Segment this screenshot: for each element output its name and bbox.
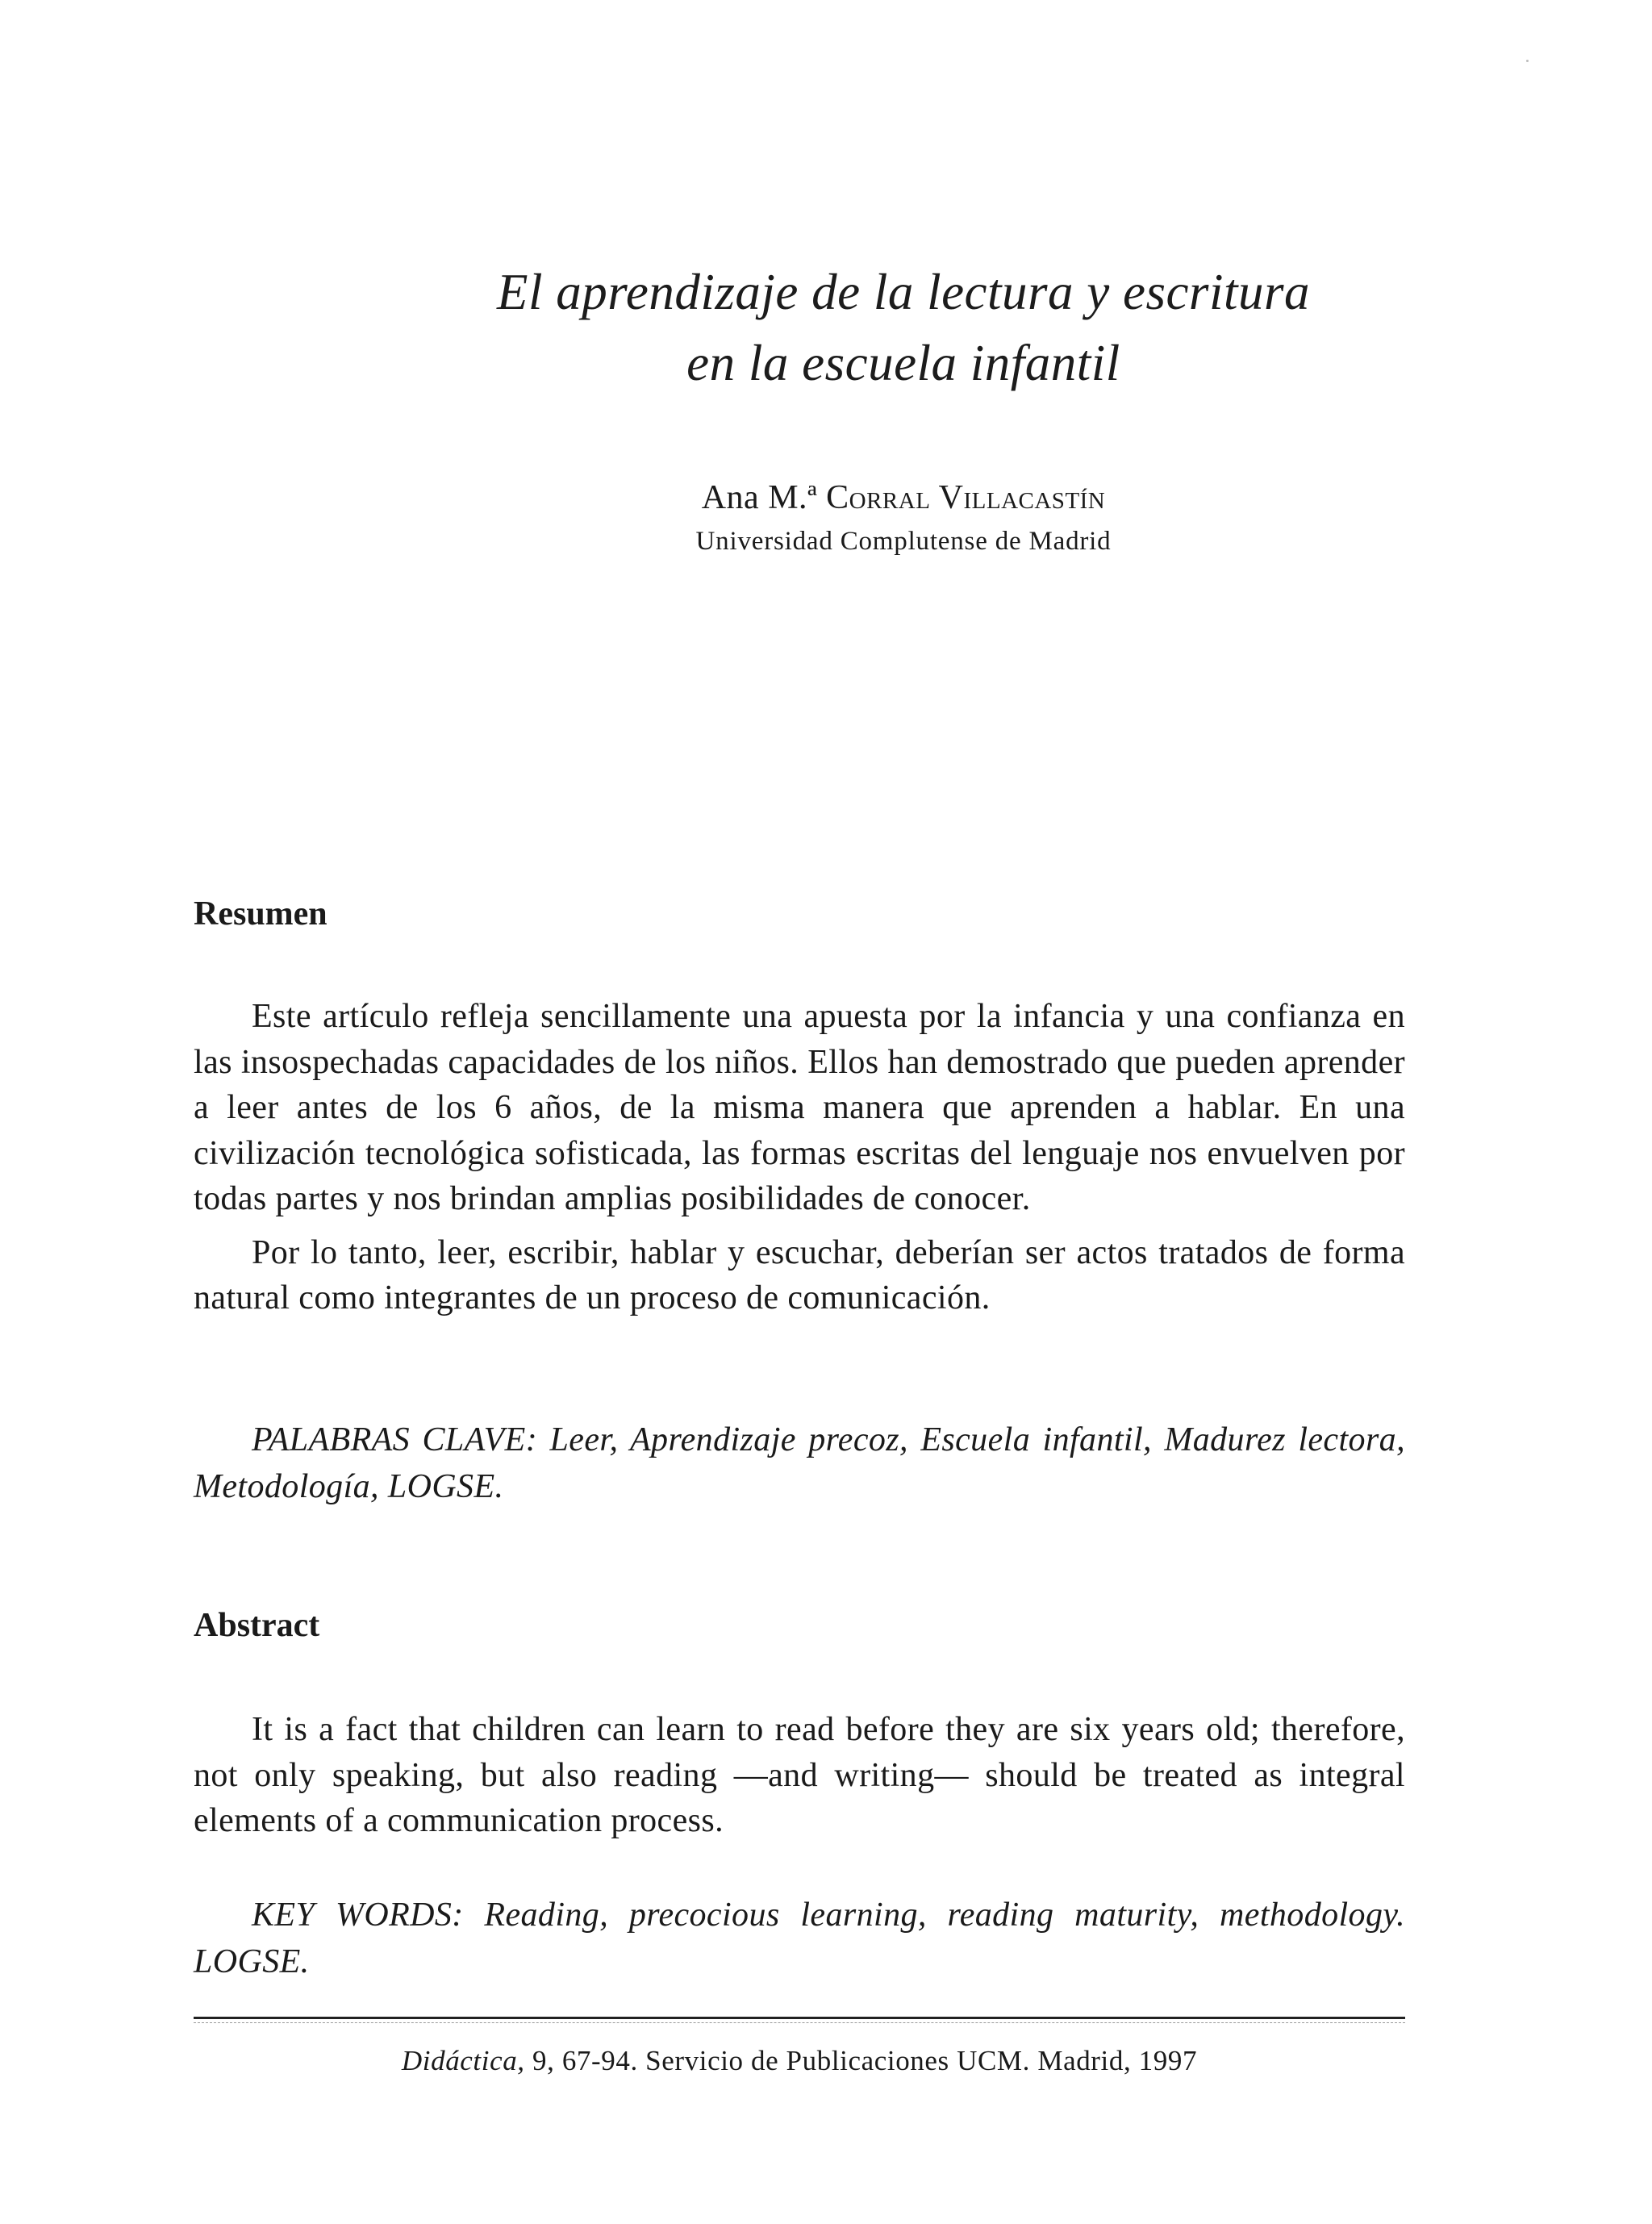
article-title-line-2: en la escuela infantil: [686, 335, 1120, 391]
author-affiliation: Universidad Complutense de Madrid: [695, 527, 1112, 556]
resumen-paragraph-1: Este artículo refleja sencillamente una apuesta por la infancia y una confianza en las insospechadas capacidades de los niños. Ellos han demostrado que pueden aprender a leer antes de los 6 años, de la misma manera que aprenden a hablar. En una civilización tecnológica sofisticada, las formas escritas del lenguaje nos envuelven por todas partes y nos brindan amplias posibilidades de conocer.: [194, 998, 1405, 1217]
abstract-paragraph: It is a fact that children can learn to read before they are six years old; therefore, not only speaking, but also reading —and writing— should be treated as integral elements of a communication process.: [194, 1711, 1405, 1839]
article-title-line-1: El aprendizaje de la lectura y escritura: [497, 264, 1310, 320]
footer-journal: Didáctica,: [401, 2045, 525, 2076]
footer-divider-shadow: [194, 2022, 1405, 2023]
footer-citation: [194, 2043, 1405, 2079]
key-words: KEY WORDS: Reading, precocious learning, reading maturity, methodology. LOGSE.: [194, 1896, 1405, 1980]
footer-citation-details: 9, 67-94. Servicio de Publicaciones UCM. Madrid, 1997: [532, 2045, 1198, 2076]
author-given-name: Ana M.ª: [701, 479, 818, 516]
resumen-body: [194, 994, 1405, 1321]
resumen-heading: Resumen: [194, 895, 327, 933]
abstract-body: [194, 1707, 1405, 1844]
article-title: [194, 257, 1613, 398]
palabras-clave: PALABRAS CLAVE: Leer, Aprendizaje precoz, Escuela infantil, Madurez lectora, Metodología, LOGSE.: [194, 1421, 1405, 1505]
footer-divider: [194, 2017, 1405, 2019]
resumen-paragraph-2: Por lo tanto, leer, escribir, hablar y escuchar, deberían ser actos tratados de forma natural como integrantes de un proceso de comunicación.: [194, 1233, 1405, 1316]
author-surname: Corral Villacastín: [826, 479, 1106, 516]
author-name: [194, 478, 1613, 518]
scan-speck: [1526, 60, 1529, 62]
abstract-heading: Abstract: [194, 1607, 320, 1644]
